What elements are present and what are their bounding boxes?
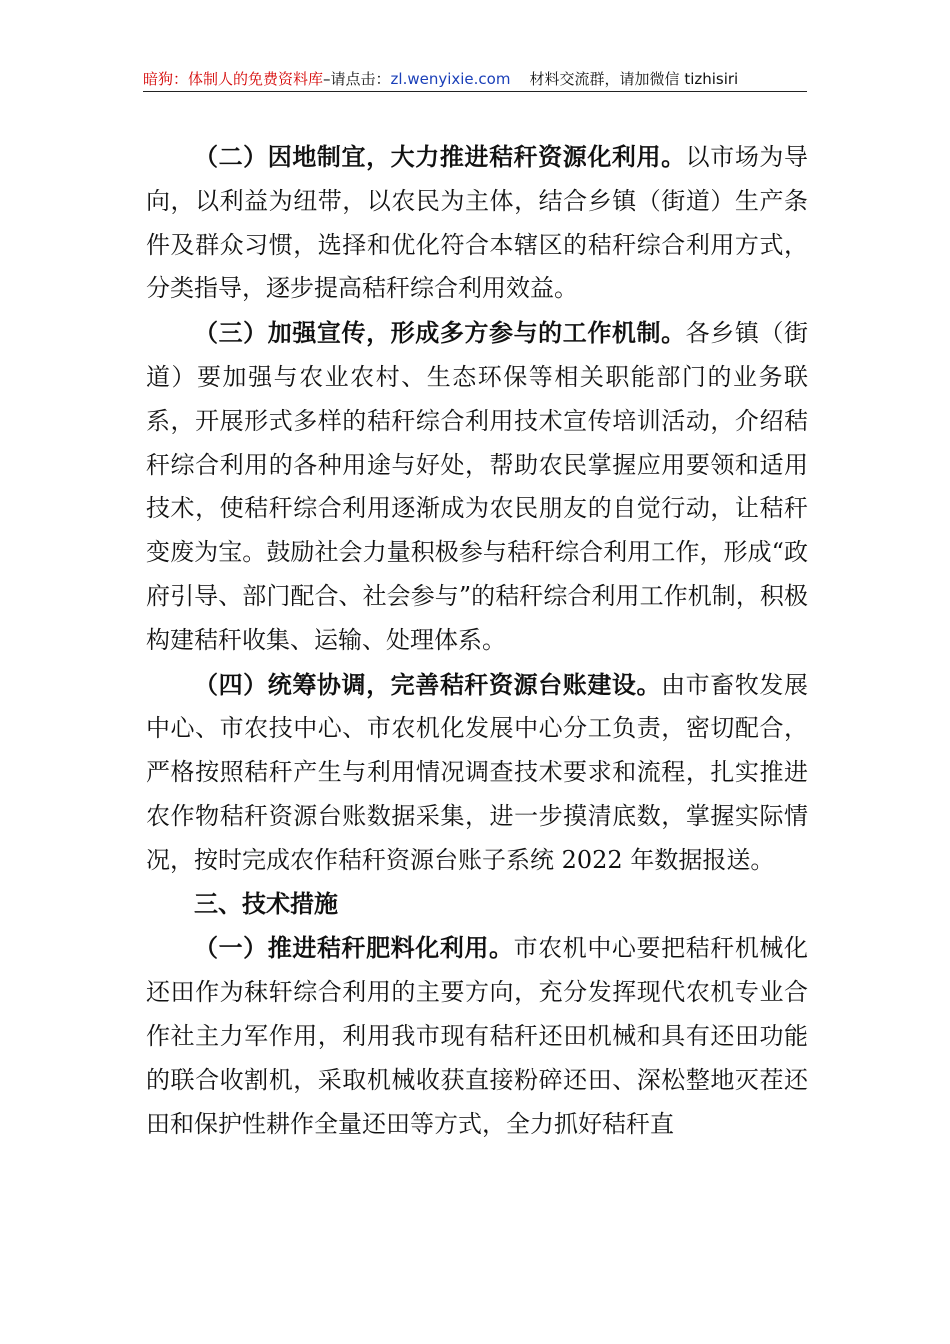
header-click-prompt: –请点击： [323,70,391,88]
section-title: 三、技术措施 [194,889,338,918]
section-heading [146,883,808,927]
header-divider [143,91,807,92]
paragraph-lead: （四）统筹协调，完善秸秆资源台账建设。 [194,669,662,699]
page-header [143,68,807,89]
header-group-note: 材料交流群，请加微信 tizhisiri [529,70,739,88]
header-url-link[interactable]: zl.wenyixie.com [390,70,511,88]
paragraph [146,663,808,883]
paragraph-text: 各乡镇（街道）要加强与农业农村、生态环保等相关职能部门的业务联系，开展形式多样的秸秆综合利用技术宣传培训活动，介绍秸秆综合利用的各种用途与好处，帮助农民掌握应用要领和适用技术，使秸秆综合利用逐渐成为农民朋友的自觉行动，让秸秆变废为宝。鼓励社会力量积极参与秸秆综合利用工作，形成“政府引导、部门配合、社会参与”的秸秆综合利用工作机制，积极构建秸秆收集、运输、处理体系。 [146,319,809,654]
paragraph-lead: （一）推进秸秆肥料化利用。 [194,933,514,963]
document-body [146,135,808,1146]
paragraph [146,311,808,662]
paragraph-text: 以市场为导向，以利益为纽带，以农民为主体，结合乡镇（街道）生产条件及群众习惯，选择和优化符合本辖区的秸秆综合利用方式，分类指导，逐步提高秸秆综合利用效益。 [146,143,809,303]
paragraph [146,135,808,311]
paragraph-lead: （二）因地制宜，大力推进秸秆资源化利用。 [194,142,686,171]
paragraph [146,926,808,1146]
paragraph-text: 由市畜牧发展中心、市农技中心、市农机化发展中心分工负责，密切配合，严格按照秸秆产生与利用情况调查技术要求和流程，扎实推进农作物秸秆资源台账数据采集，进一步摸清底数，掌握实际情况，按时完成农作秸秆资源台账子系统 2022 年数据报送。 [146,670,809,874]
paragraph-lead: （三）加强宣传，形成多方参与的工作机制。 [194,318,686,348]
header-site-name: 暗狗：体制人的免费资料库 [143,70,324,88]
paragraph-text: 市农机中心要把秸秆机械化还田作为秣轩综合利用的主要方向，充分发挥现代农机专业合作社主力军作用，利用我市现有秸秆还田机械和具有还田功能的联合收割机，采取机械收获直接粉碎还田、深松整地灭茬还田和保护性耕作全量还田等方式，全力抓好秸秆直 [146,934,809,1138]
